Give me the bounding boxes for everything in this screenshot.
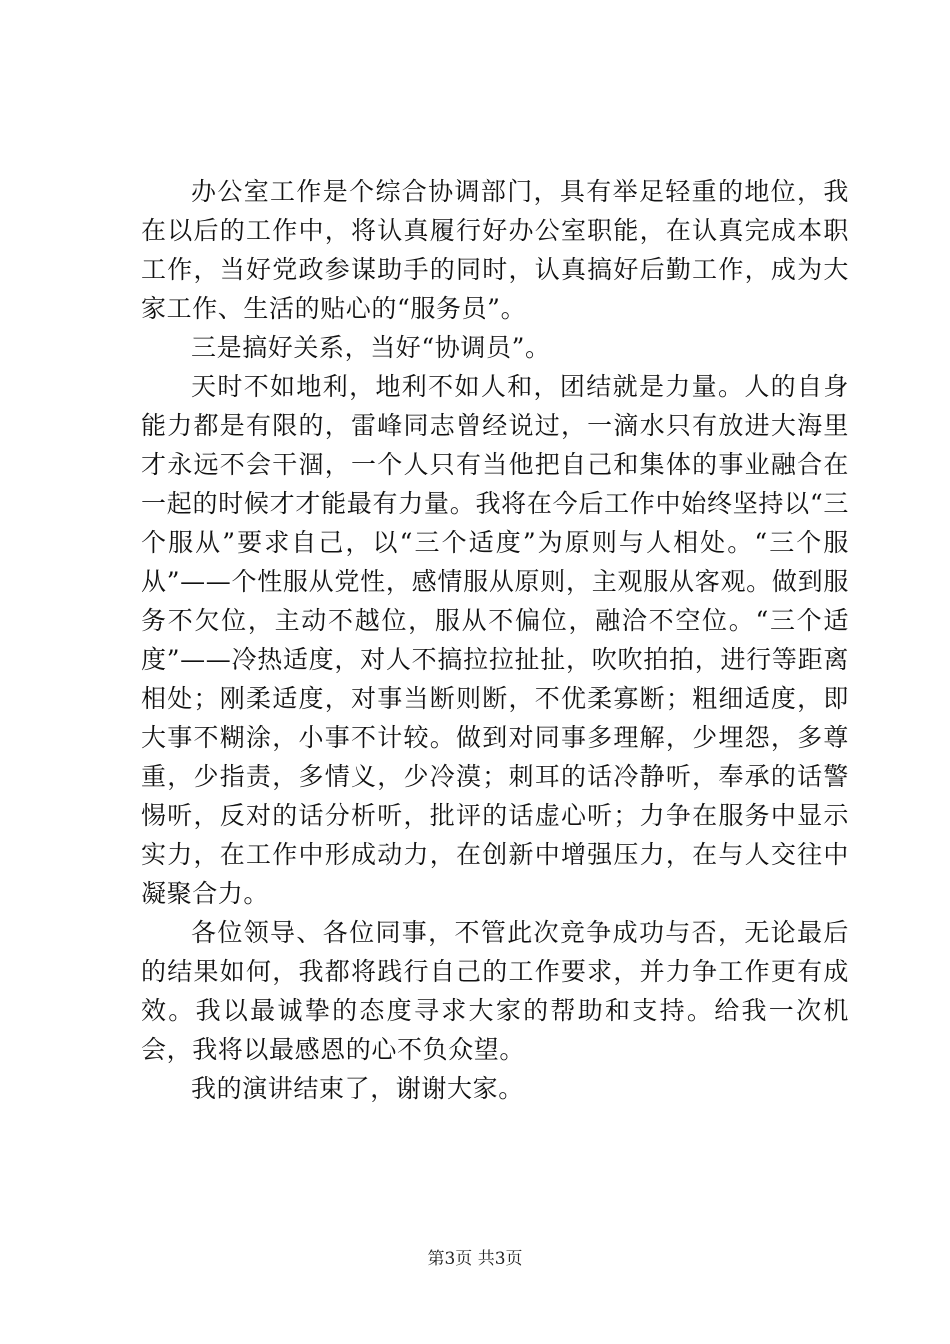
document-body bbox=[141, 172, 849, 1108]
paragraph-point-three-heading: 三是搞好关系，当好“协调员”。 bbox=[191, 333, 551, 362]
paragraph-closing-appeal: 各位领导、各位同事，不管此次竞争成功与否，无论最后的结果如何，我都将践行自己的工作要求，并力争工作更有成效。我以最诚挚的态度寻求大家的帮助和支持。给我一次机会，我将以最感恩的心不负众望。 bbox=[141, 918, 849, 1064]
paragraph-harmony: 天时不如地利，地利不如人和，团结就是力量。人的自身能力都是有限的，雷峰同志曾经说过，一滴水只有放进大海里才永远不会干涸，一个人只有当他把自己和集体的事业融合在一起的时候才才能最有力量。我将在今后工作中始终坚持以“三个服从”要求自己，以“三个适度”为原则与人相处。“三个服从”——个性服从党性，感情服从原则，主观服从客观。做到服务不欠位，主动不越位，服从不偏位，融洽不空位。“三个适度”——冷热适度，对人不搞拉拉扯扯，吹吹拍拍，进行等距离相处；刚柔适度，对事当断则断，不优柔寡断；粗细适度，即大事不糊涂，小事不计较。做到对同事多理解，少埋怨，多尊重，少指责，多情义，少冷漠；刺耳的话冷静听，奉承的话警惕听，反对的话分析听，批评的话虚心听；力争在服务中显示实力，在工作中形成动力，在创新中增强压力，在与人交往中凝聚合力。 bbox=[141, 372, 849, 908]
paragraph-office-work: 办公室工作是个综合协调部门，具有举足轻重的地位，我在以后的工作中，将认真履行好办公室职能，在认真完成本职工作，当好党政参谋助手的同时，认真搞好后勤工作，成为大家工作、生活的贴心的“服务员”。 bbox=[141, 177, 849, 323]
page-footer: 第3页 共3页 bbox=[427, 1249, 523, 1269]
paragraph-thanks: 我的演讲结束了，谢谢大家。 bbox=[191, 1074, 524, 1103]
